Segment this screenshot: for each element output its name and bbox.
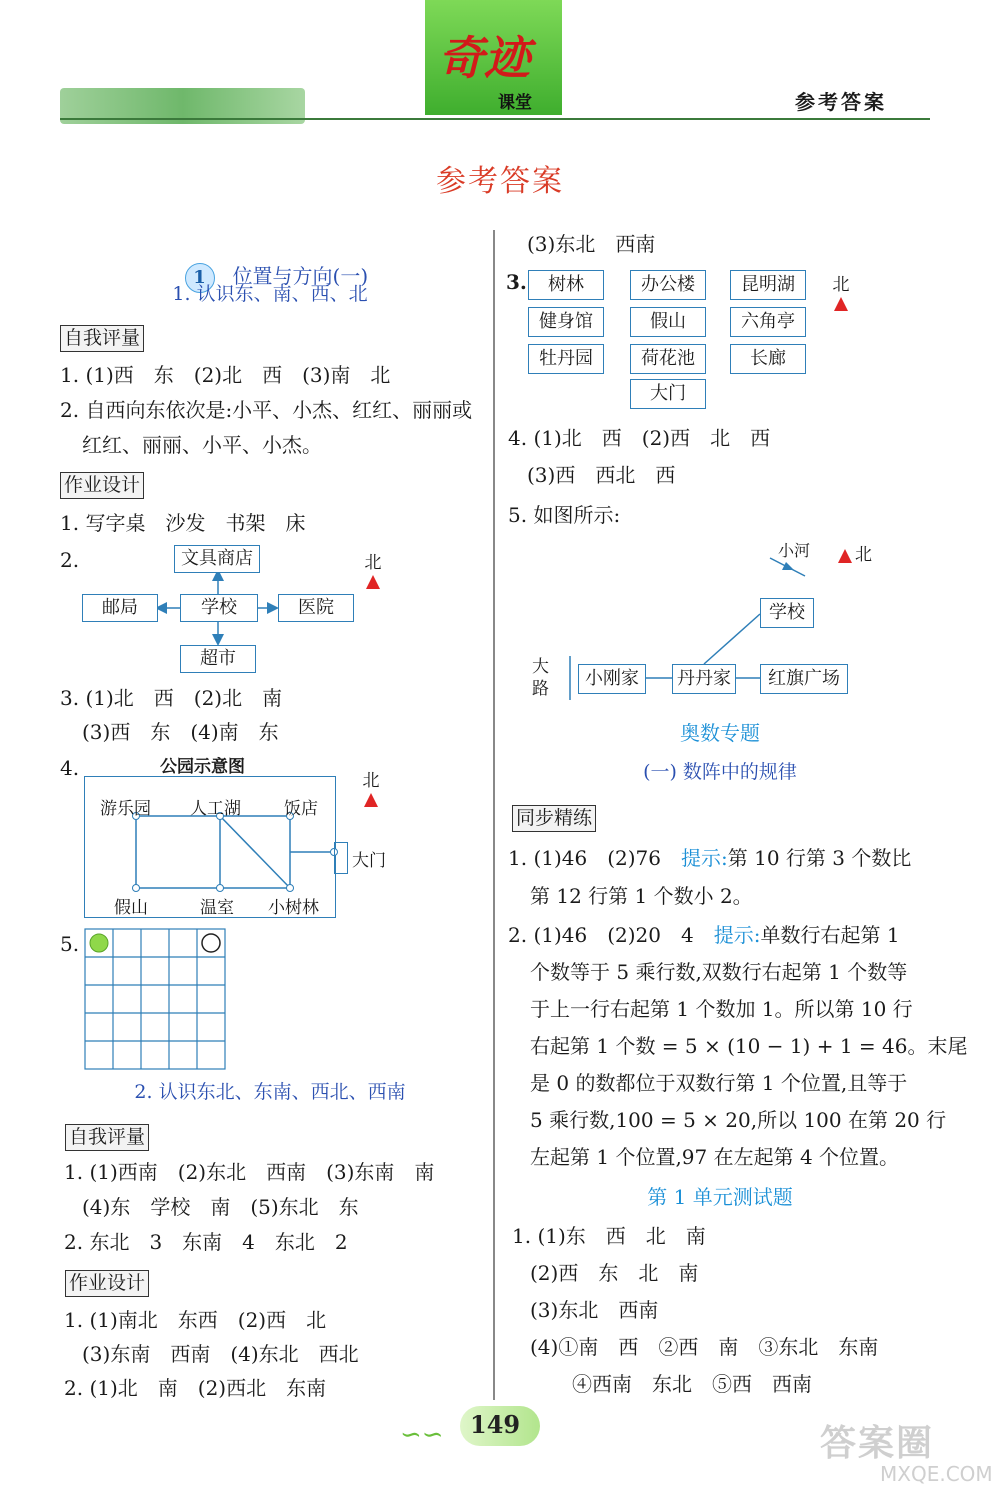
- answer-text: 2. (1)46 (2)20 4: [508, 923, 714, 947]
- grid-diagram: [84, 928, 226, 1070]
- box-supermarket: 超市: [180, 645, 256, 673]
- north-indicator: [838, 540, 872, 565]
- answer-text: 单数行右起第 1: [760, 923, 900, 947]
- box-hospital: 医院: [278, 594, 354, 622]
- answer-line: [508, 925, 900, 945]
- tag-self-eval: 自我评量: [65, 1124, 149, 1151]
- swirl-decoration-icon: ∽∽: [400, 1420, 444, 1450]
- box-stationery-store: 文具商店: [174, 545, 260, 573]
- north-indicator: [362, 548, 384, 589]
- map-river: 小河: [778, 541, 811, 560]
- question-number: 5.: [60, 932, 80, 956]
- tag-self-eval: 自我评量: [60, 325, 144, 352]
- page-number: 149: [470, 1410, 521, 1439]
- answer-line: 左起第 1 个位置,97 在左起第 4 个位置。: [530, 1145, 900, 1169]
- box-post-office: 邮局: [82, 594, 158, 622]
- answer-line: 2. 东北 3 东南 4 东北 2: [64, 1230, 348, 1254]
- answer-line: 1. (1)南北 东西 (2)西 北: [64, 1308, 327, 1332]
- question-number: 4.: [60, 756, 80, 780]
- north-label: 北: [362, 771, 380, 791]
- answer-line: 2. 自西向东依次是:小平、小杰、红红、丽丽或: [60, 398, 473, 422]
- empty-circle-icon: [202, 934, 220, 952]
- park-map-title: 公园示意图: [160, 757, 245, 777]
- page-title: 参考答案: [436, 164, 564, 199]
- place-box: 大门: [630, 379, 706, 409]
- north-arrow-icon: [364, 793, 378, 807]
- answer-line: 是 0 的数都位于双数行第 1 个位置,且等于: [530, 1071, 908, 1095]
- answer-line: 2. (1)北 南 (2)西北 东南: [64, 1376, 327, 1400]
- header-section-title: 参考答案: [795, 90, 887, 114]
- answer-line: (4)东 学校 南 (5)东北 东: [82, 1195, 359, 1219]
- north-label: 北: [364, 553, 382, 573]
- watermark-text: 答案圈: [820, 1423, 935, 1464]
- answer-text: 第 10 行第 3 个数比: [727, 846, 912, 870]
- section-title-1: 1. 认识东、南、西、北: [172, 283, 368, 305]
- north-label: 北: [832, 275, 850, 295]
- watermark-url: MXQE.COM: [880, 1462, 993, 1486]
- hint-label: 提示:: [713, 923, 761, 947]
- north-indicator: [360, 766, 382, 807]
- answer-line: (2)西 东 北 南: [530, 1261, 699, 1285]
- answer-line: (3)西 东 (4)南 东: [82, 720, 279, 744]
- park-gate: 大门: [352, 851, 386, 871]
- park-amusement: 游乐园: [100, 799, 151, 819]
- tag-homework: 作业设计: [65, 1270, 149, 1297]
- north-arrow-icon: [366, 575, 380, 589]
- tag-homework: 作业设计: [60, 472, 144, 499]
- answer-line: [508, 848, 911, 868]
- hint-label: 提示:: [681, 846, 728, 870]
- park-greenhouse: 温室: [200, 898, 234, 918]
- answer-line: 5 乘行数,100 = 5 × 20,所以 100 在第 20 行: [530, 1108, 947, 1132]
- section-olympiad-sub: (一) 数阵中的规律: [643, 761, 797, 783]
- place-box: 树林: [528, 270, 604, 300]
- map-road: 大路: [532, 657, 549, 699]
- answer-line: ④西南 东北 ⑤西 西南: [572, 1372, 812, 1396]
- answer-line: 1. 写字桌 沙发 书架 床: [60, 511, 306, 535]
- section-unit-test: 第 1 单元测试题: [647, 1185, 793, 1209]
- answer-line: 个数等于 5 乘行数,双数行右起第 1 个数等: [530, 960, 908, 984]
- answer-line: (3)东北 西南: [530, 1298, 659, 1322]
- logo-sub-text: 课堂: [498, 93, 532, 113]
- answer-line: (3)西 西北 西: [527, 463, 676, 487]
- answer-line: 第 12 行第 1 个数小 2。: [530, 884, 753, 908]
- park-restaurant: 饭店: [284, 799, 318, 819]
- place-box: 长廊: [730, 344, 806, 374]
- place-box: 办公楼: [630, 270, 706, 300]
- map-school: 学校: [760, 598, 814, 628]
- map-home-dandan: 丹丹家: [672, 664, 736, 694]
- north-arrow-icon: [834, 297, 848, 311]
- answer-line: 于上一行右起第 1 个数加 1。所以第 10 行: [530, 997, 913, 1021]
- north-label: 北: [855, 545, 872, 565]
- place-box: 六角亭: [730, 307, 806, 337]
- filled-circle-icon: [90, 934, 108, 952]
- place-box: 假山: [630, 307, 706, 337]
- map-home-xiaogang: 小刚家: [578, 664, 646, 694]
- section-olympiad: 奥数专题: [680, 721, 760, 745]
- answer-line: 红红、丽丽、小平、小杰。: [82, 433, 322, 457]
- unit-number-badge: 1: [185, 263, 215, 293]
- north-indicator: [830, 270, 852, 311]
- answer-line: 5. 如图所示:: [508, 503, 621, 527]
- header-rule: [60, 118, 930, 120]
- answer-line: (3)东北 西南: [527, 232, 656, 256]
- place-box: 荷花池: [630, 344, 706, 374]
- question-number: 3.: [506, 270, 527, 294]
- answer-line: 右起第 1 个数 = 5 × (10 − 1) + 1 = 46。末尾: [530, 1034, 968, 1058]
- north-arrow-icon: [838, 549, 852, 563]
- answer-line: 4. (1)北 西 (2)西 北 西: [508, 426, 771, 450]
- place-box: 牡丹园: [528, 344, 604, 374]
- answer-line: 1. (1)西南 (2)东北 西南 (3)东南 南: [64, 1160, 435, 1184]
- question-number: 2.: [60, 548, 80, 572]
- answer-line: (4)①南 西 ②西 南 ③东北 东南: [530, 1335, 879, 1359]
- park-rockery: 假山: [114, 898, 148, 918]
- park-grove: 小树林: [268, 898, 319, 918]
- answer-line: 1. (1)西 东 (2)北 西 (3)南 北: [60, 363, 391, 387]
- logo-main-text: 奇迹: [438, 31, 530, 85]
- answer-line: (3)东南 西南 (4)东北 西北: [82, 1342, 359, 1366]
- park-lake: 人工湖: [190, 799, 241, 819]
- section-title-2: 2. 认识东北、东南、西北、西南: [134, 1081, 406, 1103]
- unit-title: 位置与方向(一): [232, 264, 369, 288]
- place-box: 健身馆: [528, 307, 604, 337]
- map-square: 红旗广场: [760, 664, 848, 694]
- place-box: 昆明湖: [730, 270, 806, 300]
- answer-line: 1. (1)东 西 北 南: [512, 1224, 706, 1248]
- box-school: 学校: [180, 594, 258, 622]
- answer-line: 3. (1)北 西 (2)北 南: [60, 686, 283, 710]
- tag-practice: 同步精练: [512, 805, 596, 832]
- column-divider: [493, 230, 495, 1400]
- park-gate-marker: [334, 842, 348, 874]
- answer-text: 1. (1)46 (2)76: [508, 846, 681, 870]
